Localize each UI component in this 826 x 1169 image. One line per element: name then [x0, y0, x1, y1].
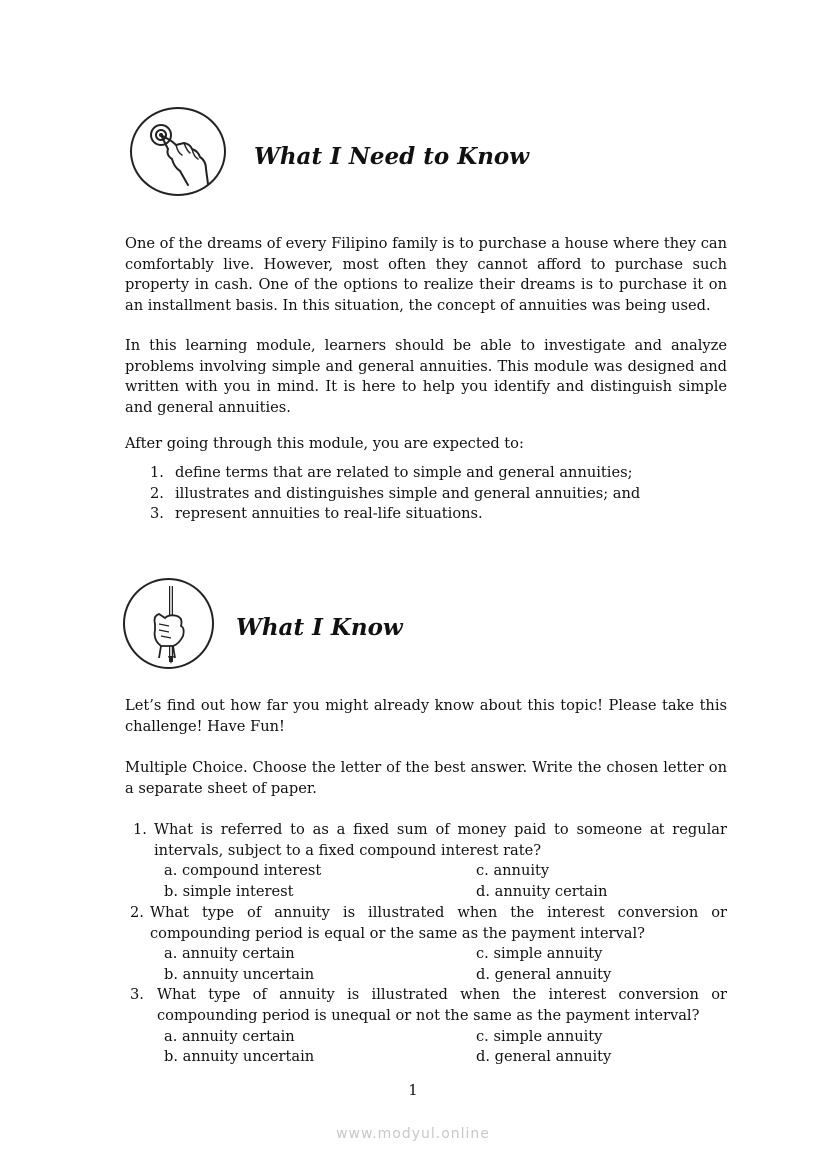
list-item: 3. represent annuities to real-life situations. — [150, 505, 483, 523]
pointing-hand-icon — [130, 107, 226, 196]
paragraph-module-purpose: In this learning module, learners should be able to investigate and analyze problems involving simple and general annuities. This module was designed and written with you in mind. It is here to help you identify and distinguish simple and general annuities. — [125, 337, 727, 416]
question-number: 3. — [130, 986, 144, 1003]
hand-holding-pencil-icon — [123, 578, 214, 669]
question-number: 2. — [130, 904, 144, 921]
option-b: b. annuity uncertain — [164, 966, 315, 983]
option-c: c. annuity — [476, 862, 550, 879]
question-stem: What type of annuity is illustrated when the interest conversion or compounding period is equal or the same as the payment interval? — [150, 904, 727, 942]
section-title-what-i-know: What I Know — [236, 614, 403, 641]
paragraph-expectations: After going through this module, you are expected to: — [125, 435, 524, 452]
option-c: c. simple annuity — [476, 945, 603, 962]
option-a: a. compound interest — [164, 862, 322, 879]
option-d: d. annuity certain — [476, 883, 608, 900]
list-item: 1. define terms that are related to simple and general annuities; — [150, 464, 633, 481]
objectives-list — [125, 463, 727, 525]
list-item: 2. illustrates and distinguishes simple and general annuities; and — [150, 484, 641, 502]
question-stem: What type of annuity is illustrated when the interest conversion or compounding period is unequal or not the same as the payment interval? — [157, 986, 727, 1024]
option-d: d. general annuity — [476, 966, 612, 983]
option-b: b. simple interest — [164, 883, 294, 900]
paragraph-instructions: Multiple Choice. Choose the letter of the best answer. Write the chosen letter on a separate sheet of paper. — [125, 759, 727, 797]
option-d: d. general annuity — [476, 1048, 612, 1065]
watermark: www.modyul.online — [336, 1126, 490, 1142]
question-number: 1. — [133, 821, 147, 838]
option-a: a. annuity certain — [164, 1028, 295, 1045]
paragraph-intro: One of the dreams of every Filipino family is to purchase a house where they can comfortably live. However, most often they cannot afford to purchase such property in cash. One of the options to realize their dreams is to purchase it on an installment basis. In this situation, the concept of annuities was being used. — [125, 235, 727, 314]
paragraph-challenge-intro: Let’s find out how far you might already know about this topic! Please take this challenge! Have Fun! — [125, 697, 727, 735]
question-stem: What is referred to as a fixed sum of money paid to someone at regular intervals, subject to a fixed compound interest rate? — [154, 821, 727, 859]
page-number: 1 — [408, 1081, 418, 1099]
section-title-what-i-need-to-know: What I Need to Know — [254, 143, 530, 170]
option-c: c. simple annuity — [476, 1028, 603, 1045]
option-b: b. annuity uncertain — [164, 1048, 315, 1065]
option-a: a. annuity certain — [164, 945, 295, 962]
